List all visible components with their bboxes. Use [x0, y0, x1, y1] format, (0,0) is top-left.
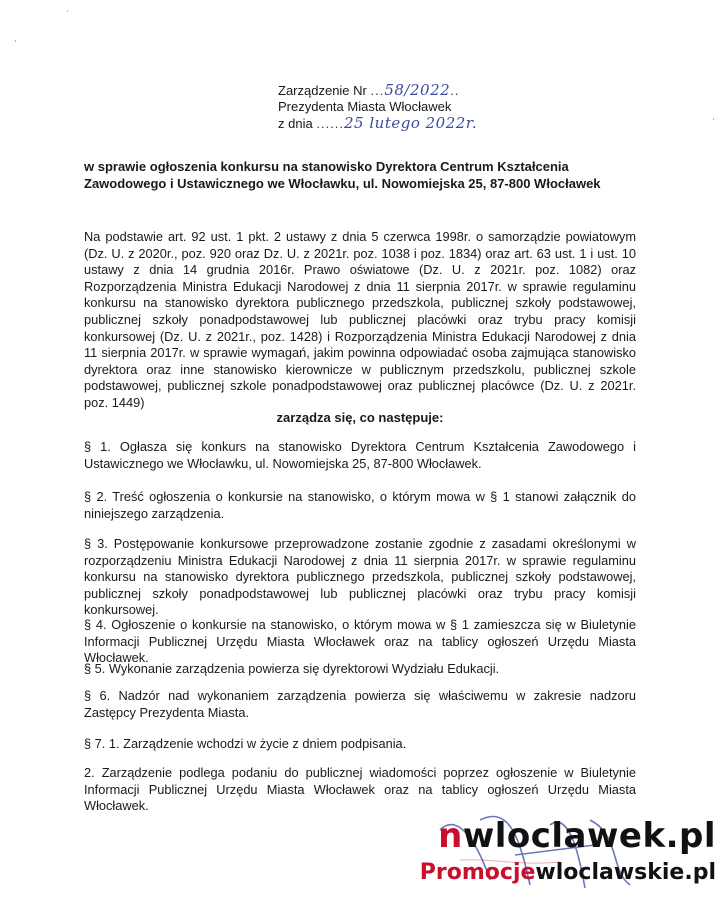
- promo-red-part: Promocje: [419, 860, 536, 885]
- order-header: [278, 82, 477, 132]
- order-number-handwritten: 58/2022: [384, 81, 451, 99]
- paragraph-5: § 5. Wykonanie zarządzenia powierza się dyrektorowi Wydziału Edukacji.: [84, 661, 500, 676]
- order-label: Zarządzenie Nr: [278, 83, 367, 98]
- subject-heading: w sprawie ogłoszenia konkursu na stanowisko Dyrektora Centrum Kształcenia Zawodowego i Ustawicznego we Włocławku, ul. Nowomiejska 25, 87-800 Włocławek: [84, 159, 601, 191]
- date-line: z dnia ......25 lutego 2022r.: [278, 114, 478, 132]
- paragraph-7-point-2: 2. Zarządzenie podlega podaniu do publicznej wiadomości poprzez ogłoszenie w Biuletynie Informacji Publicznej Urzędu Miasta Włocławek oraz na tablicy ogłoszeń Urzędu Miasta Włocławek.: [84, 765, 636, 814]
- paragraph-1: § 1. Ogłasza się konkurs na stanowisko Dyrektora Centrum Kształcenia Zawodowego i Ustawicznego we Włocławku, ul. Nowomiejska 25, 87-800 Włocławek.: [84, 439, 636, 471]
- date-handwritten: 25 lutego 2022r.: [344, 114, 478, 132]
- scan-mark: ˈ: [712, 118, 716, 129]
- scan-mark: ˎ: [14, 32, 18, 43]
- watermark-red-part: n: [438, 816, 463, 856]
- decree-heading: zarządza się, co następuje:: [276, 410, 444, 425]
- issuer-line: Prezydenta Miasta Włocławek: [278, 99, 452, 114]
- date-label: z dnia: [278, 116, 313, 131]
- watermark-black-part: wloclawek.pl: [462, 816, 716, 856]
- site-watermark: [438, 816, 716, 856]
- order-number-line: Zarządzenie Nr ...58/2022..: [278, 81, 460, 99]
- promo-black-part: wloclawskie.pl: [535, 860, 716, 885]
- order-number-dots: ...: [370, 83, 385, 98]
- paragraph-6: § 6. Nadzór nad wykonaniem zarządzenia powierza się właściwemu w zakresie nadzoru Zastępcy Prezydenta Miasta.: [84, 688, 636, 720]
- paragraph-3: § 3. Postępowanie konkursowe przeprowadzone zostanie zgodnie z zasadami określonymi w rozporządzeniu Ministra Edukacji Narodowej z dnia 11 sierpnia 2017r. w sprawie regulaminu konkursu na stanowisko dyrektora publicznego przedszkola, publicznej szkoły podstawowej, publicznej szkoły ponadpodstawowej lub publicznej placówki oraz trybu pracy komisji konkursowej.: [84, 536, 636, 618]
- scan-mark: ˈ: [66, 10, 70, 21]
- legal-basis: Na podstawie art. 92 ust. 1 pkt. 2 ustawy z dnia 5 czerwca 1998r. o samorządzie powiatowym (Dz. U. z 2020r., poz. 920 oraz Dz. U. z 2021r. poz. 1038 i poz. 1834) oraz art. 63 ust. 1 i ust. 10 ustawy z dnia 14 grudnia 2016r. Prawo oświatowe (Dz. U. z 2021r. poz. 1082) oraz Rozporządzenia Ministra Edukacji Narodowej z dnia 11 sierpnia 2017r. w sprawie regulaminu konkursu na stanowisko dyrektora publicznego przedszkola, publicznej szkoły podstawowej, publicznej szkoły ponadpodstawowej lub publicznej placówki oraz trybu pracy komisji konkursowej (Dz. U. z 2021r., poz. 1428) i Rozporządzenia Ministra Edukacji Narodowej z dnia 11 sierpnia 2017r. w sprawie wymagań, jakim powinna odpowiadać osoba zajmująca stanowisko dyrektora oraz inne stanowisko kierownicze w publicznym przedszkolu, publicznej szkole podstawowej, publicznej szkole ponadpodstawowej oraz publicznej placówce (Dz. U. z 2021r. poz. 1449): [84, 229, 636, 410]
- paragraph-7: § 7. 1. Zarządzenie wchodzi w życie z dniem podpisania.: [84, 736, 407, 751]
- promo-watermark: [420, 860, 716, 885]
- paragraph-2: § 2. Treść ogłoszenia o konkursie na stanowisko, o którym mowa w § 1 stanowi załącznik do niniejszego zarządzenia.: [84, 489, 636, 521]
- paragraph-4: § 4. Ogłoszenie o konkursie na stanowisko, o którym mowa w § 1 zamieszcza się w Biuletynie Informacji Publicznej Urzędu Miasta Włocławek oraz na tablicy ogłoszeń Urzędu Miasta Włocławek.: [84, 617, 636, 666]
